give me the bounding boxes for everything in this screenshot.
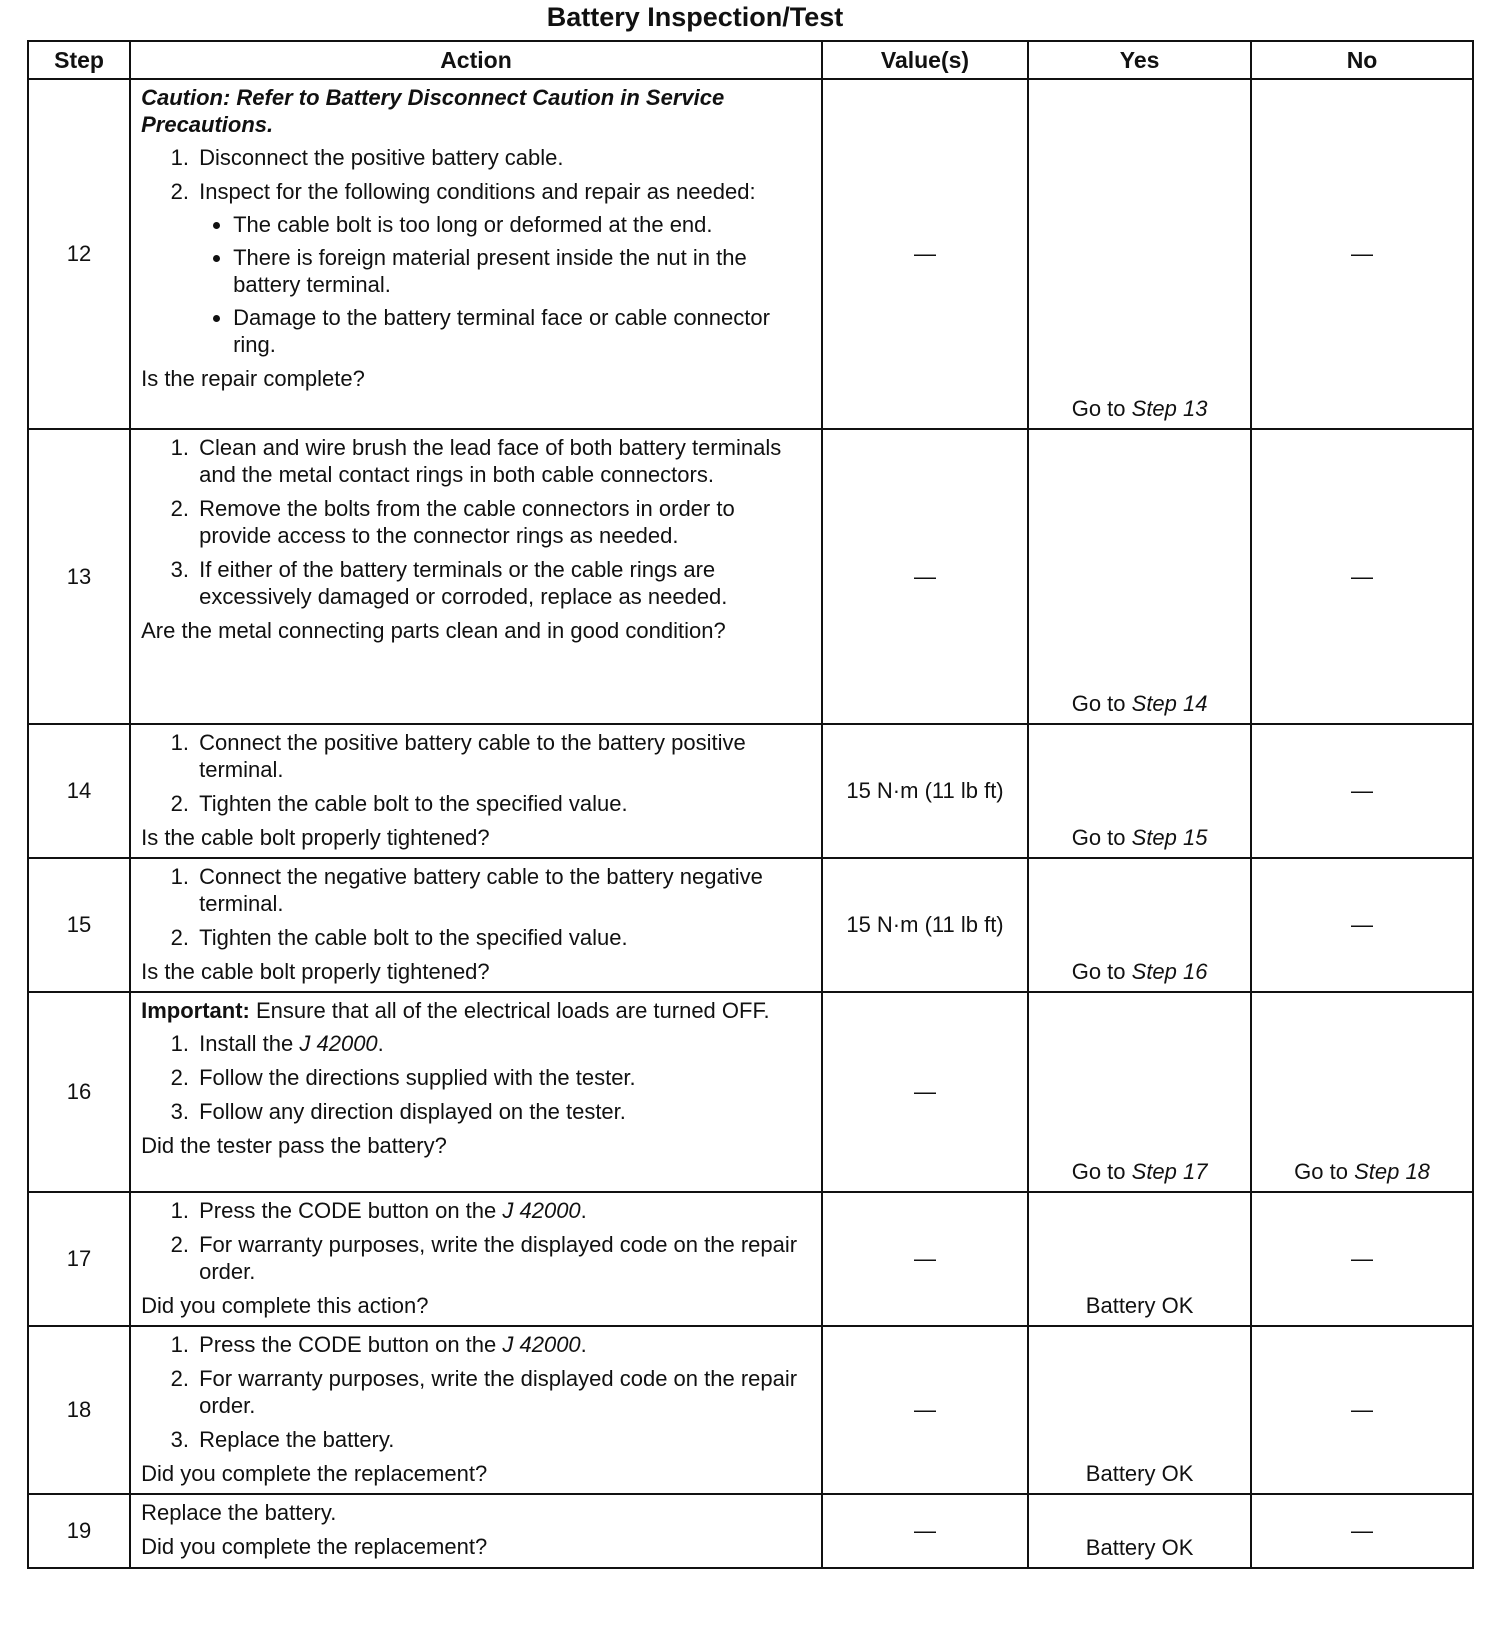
- action-step: 2. Tighten the cable bolt to the specified value.: [195, 790, 811, 817]
- step-number: 15: [28, 858, 130, 992]
- table-header-row: [28, 41, 1473, 79]
- action-step: 1. Connect the positive battery cable to the battery positive terminal.: [195, 729, 811, 783]
- yes-step-ref: Step 15: [1131, 825, 1208, 850]
- important-label: Important:: [141, 998, 250, 1023]
- important-text: Ensure that all of the electrical loads are turned OFF.: [249, 998, 770, 1023]
- action-cell: [130, 1192, 822, 1326]
- step-question: Is the repair complete?: [141, 366, 365, 391]
- value-cell: 15 N·m (11 lb ft): [822, 858, 1028, 992]
- yes-cell: Battery OK: [1028, 1494, 1251, 1568]
- no-cell: —: [1251, 429, 1473, 724]
- no-cell: —: [1251, 1494, 1473, 1568]
- action-cell: [130, 858, 822, 992]
- action-cell: [130, 1494, 822, 1568]
- step-number: 19: [28, 1494, 130, 1568]
- action-step-text: Inspect for the following conditions and repair as needed:: [199, 179, 756, 204]
- yes-cell: [1028, 79, 1251, 429]
- header-action: Action: [130, 41, 822, 79]
- step-question: Did you complete this action?: [141, 1293, 429, 1318]
- action-step: 2. Follow the directions supplied with the tester.: [195, 1064, 811, 1091]
- value-cell: —: [822, 1326, 1028, 1494]
- action-steps: [141, 863, 811, 951]
- action-step: 3. If either of the battery terminals or the cable rings are excessively damaged or corroded, replace as needed.: [195, 556, 811, 610]
- no-cell: —: [1251, 1326, 1473, 1494]
- table-row: [28, 429, 1473, 724]
- step-number: 12: [28, 79, 130, 429]
- yes-step-ref: Step 17: [1131, 1159, 1208, 1184]
- yes-step-ref: Step 14: [1131, 691, 1208, 716]
- step-number: 16: [28, 992, 130, 1192]
- yes-cell: [1028, 429, 1251, 724]
- step-question: Did you complete the replacement?: [141, 1461, 488, 1486]
- tool-ref: J 42000: [299, 1031, 378, 1056]
- table-row: [28, 992, 1473, 1192]
- action-steps: [141, 1331, 811, 1453]
- action-steps: [141, 1030, 811, 1125]
- value-cell: —: [822, 1494, 1028, 1568]
- action-text: Replace the battery.: [141, 1500, 337, 1525]
- yes-cell: Battery OK: [1028, 1326, 1251, 1494]
- yes-cell: Battery OK: [1028, 1192, 1251, 1326]
- action-steps: [141, 1197, 811, 1285]
- yes-step-ref: Step 13: [1131, 396, 1208, 421]
- header-step: Step: [28, 41, 130, 79]
- yes-prefix: Go to: [1071, 396, 1126, 421]
- action-step: 2. For warranty purposes, write the displayed code on the repair order.: [195, 1231, 811, 1285]
- action-step: 1. Press the CODE button on the J 42000.: [195, 1197, 811, 1224]
- yes-prefix: Go to: [1071, 959, 1126, 984]
- no-cell: [1251, 992, 1473, 1192]
- step-number: 13: [28, 429, 130, 724]
- no-prefix: Go to: [1294, 1159, 1348, 1184]
- yes-step-ref: Step 16: [1131, 959, 1208, 984]
- action-step: [195, 178, 811, 358]
- action-cell: [130, 79, 822, 429]
- no-step-ref: Step 18: [1354, 1159, 1430, 1184]
- step-question: Are the metal connecting parts clean and in good condition?: [141, 618, 726, 643]
- step-number: 17: [28, 1192, 130, 1326]
- action-step: 1. Install the J 42000.: [195, 1030, 811, 1057]
- header-yes: Yes: [1028, 41, 1251, 79]
- yes-cell: [1028, 858, 1251, 992]
- action-cell: [130, 992, 822, 1192]
- action-step: 1. Disconnect the positive battery cable.: [195, 144, 811, 171]
- action-cell: [130, 1326, 822, 1494]
- condition-item: • There is foreign material present inside the nut in the battery terminal.: [233, 244, 811, 298]
- tool-ref: J 42000: [502, 1198, 581, 1223]
- step-number: 18: [28, 1326, 130, 1494]
- action-step: 3. Follow any direction displayed on the tester.: [195, 1098, 811, 1125]
- step-question: Is the cable bolt properly tightened?: [141, 825, 490, 850]
- condition-item: • The cable bolt is too long or deformed at the end.: [233, 211, 811, 238]
- table-row: [28, 79, 1473, 429]
- step-question: Did you complete the replacement?: [141, 1534, 488, 1559]
- table-row: [28, 1326, 1473, 1494]
- value-cell: —: [822, 992, 1028, 1192]
- table-row: [28, 1192, 1473, 1326]
- table-row: [28, 1494, 1473, 1568]
- action-step: 1. Clean and wire brush the lead face of both battery terminals and the metal contact rings in both cable connectors.: [195, 434, 811, 488]
- action-steps: [141, 729, 811, 817]
- tool-ref: J 42000: [502, 1332, 581, 1357]
- important-note: [141, 997, 811, 1024]
- action-steps: [141, 144, 811, 358]
- yes-cell: [1028, 992, 1251, 1192]
- table-row: [28, 724, 1473, 858]
- action-step: 2. Tighten the cable bolt to the specified value.: [195, 924, 811, 951]
- value-cell: —: [822, 429, 1028, 724]
- no-cell: —: [1251, 724, 1473, 858]
- step-question: Is the cable bolt properly tightened?: [141, 959, 490, 984]
- no-cell: —: [1251, 858, 1473, 992]
- document-title: Battery Inspection/Test: [546, 2, 844, 32]
- value-cell: —: [822, 79, 1028, 429]
- value-cell: —: [822, 1192, 1028, 1326]
- condition-item: • Damage to the battery terminal face or cable connector ring.: [233, 304, 811, 358]
- condition-list: [199, 211, 811, 358]
- yes-prefix: Go to: [1071, 1159, 1126, 1184]
- yes-prefix: Go to: [1071, 691, 1126, 716]
- action-cell: [130, 724, 822, 858]
- action-step: 3. Replace the battery.: [195, 1426, 811, 1453]
- header-values: Value(s): [822, 41, 1028, 79]
- no-cell: —: [1251, 1192, 1473, 1326]
- action-step: 1. Press the CODE button on the J 42000.: [195, 1331, 811, 1358]
- yes-cell: [1028, 724, 1251, 858]
- value-cell: 15 N·m (11 lb ft): [822, 724, 1028, 858]
- step-question: Did the tester pass the battery?: [141, 1133, 447, 1158]
- action-step: 2. For warranty purposes, write the displayed code on the repair order.: [195, 1365, 811, 1419]
- header-no: No: [1251, 41, 1473, 79]
- action-step: 2. Remove the bolts from the cable connectors in order to provide access to the connector rings as needed.: [195, 495, 811, 549]
- action-step: 1. Connect the negative battery cable to the battery negative terminal.: [195, 863, 811, 917]
- action-cell: [130, 429, 822, 724]
- table-row: [28, 858, 1473, 992]
- action-steps: [141, 434, 811, 610]
- caution-note: Caution: Refer to Battery Disconnect Caution in Service Precautions.: [141, 85, 725, 137]
- step-number: 14: [28, 724, 130, 858]
- no-cell: —: [1251, 79, 1473, 429]
- yes-prefix: Go to: [1071, 825, 1126, 850]
- battery-test-table: [27, 40, 1474, 1569]
